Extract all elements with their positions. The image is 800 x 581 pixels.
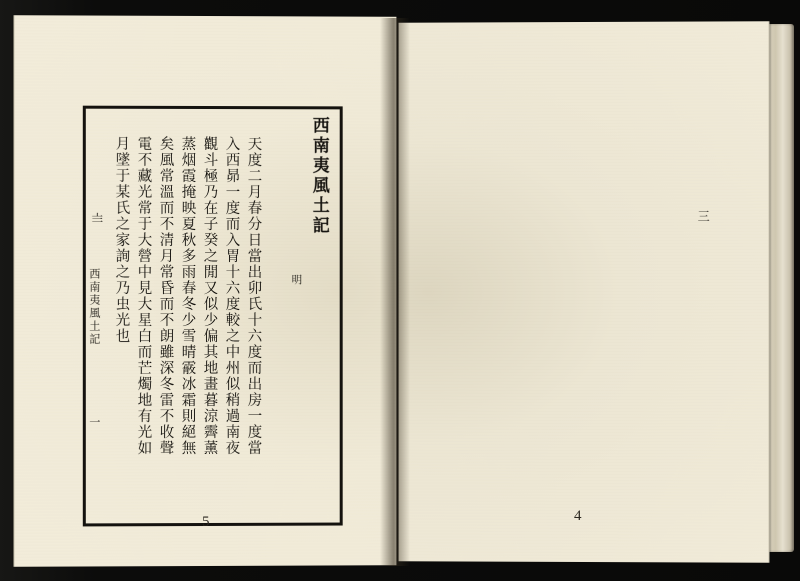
body-column-5: 矣風常溫而不清月常昏而不朗雖深冬雷不收聲 [157,135,174,457]
body-column-7: 月墜于某氏之家詢之乃虫光也 [113,135,130,345]
right-page-center-mark: 三 [696,209,711,223]
body-column-1: 天度二月春分日當出卯氏十六度而出房一度當 [245,136,262,456]
fish-tail-mark: 〨 [89,211,104,224]
banxin-running-title: 西南夷風土記 [87,267,101,347]
paper-grain-right [399,21,769,562]
right-page-folio-number: 4 [574,508,582,524]
left-page-folio-number: 5 [202,514,210,530]
body-column-4: 蒸烟霞掩映夏秋多雨春冬少雪晴霰冰霜則絕無 [179,135,196,457]
body-column-6: 電不藏光常于大營中見大星白而芒燭地有光如 [135,135,152,457]
banxin-page-mark: 一 [87,416,101,430]
body-column-2: 入西昴一度而入胃十六度較之中州似稍過南夜 [223,136,240,456]
body-column-3: 觀斗極乃在子癸之閒又似少偏其地畫暮涼霽薰 [201,135,218,457]
dynasty-label: 明 [290,274,303,286]
open-book [6,8,794,574]
work-title: 西南夷風土記 [308,116,329,237]
page-fore-edge [766,24,794,552]
right-page [399,21,770,563]
left-page [13,15,396,567]
